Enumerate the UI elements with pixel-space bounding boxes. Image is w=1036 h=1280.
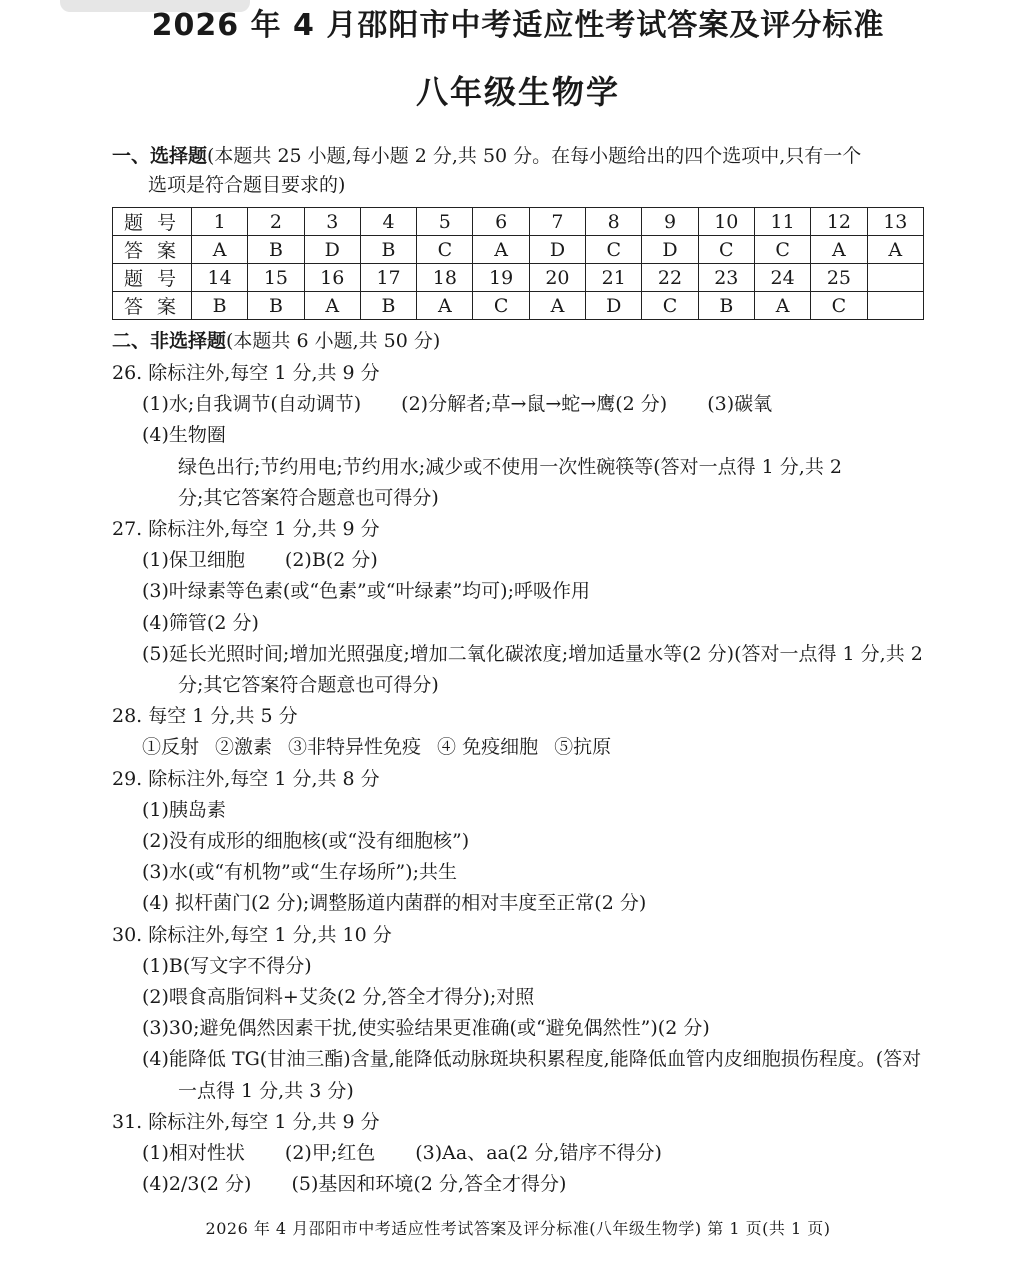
page-footer: 2026 年 4 月邵阳市中考适应性考试答案及评分标准(八年级生物学) 第 1 页(共 1 页) <box>205 1219 831 1238</box>
table-cell: D <box>642 236 698 264</box>
question-29-line-1: (1)胰岛素 <box>142 798 226 821</box>
table-cell <box>867 292 923 320</box>
row-label-number: 题 号 <box>113 208 192 236</box>
table-cell: A <box>417 292 473 320</box>
question-26-line-1 <box>112 389 932 420</box>
table-cell: 12 <box>811 208 867 236</box>
table-cell: 9 <box>642 208 698 236</box>
table-cell: A <box>811 236 867 264</box>
question-27-line-2: (3)叶绿素等色素(或“色素”或“叶绿素”均可);呼吸作用 <box>142 580 590 603</box>
table-cell: A <box>529 292 585 320</box>
answer-text: (3)Aa、aa(2 分,错序不得分) <box>415 1142 662 1165</box>
table-cell: D <box>586 292 642 320</box>
table-cell: 13 <box>867 208 923 236</box>
table-cell: 3 <box>304 208 360 236</box>
table-cell: 10 <box>698 208 754 236</box>
table-cell: 17 <box>360 264 416 292</box>
section-one-label: 一、选择题 <box>112 145 208 167</box>
question-26-line-4: 分;其它答案符合题意也可得分) <box>178 486 439 509</box>
question-28-line-1 <box>112 732 932 763</box>
table-cell: C <box>586 236 642 264</box>
page-title: 2026 年 4 月邵阳市中考适应性考试答案及评分标准 <box>151 8 885 43</box>
table-cell: 20 <box>529 264 585 292</box>
answer-text: (1)相对性状 <box>142 1142 245 1165</box>
table-cell: D <box>529 236 585 264</box>
question-30-line-3: (3)30;避免偶然因素干扰,使实验结果更准确(或“避免偶然性”)(2 分) <box>142 1017 710 1040</box>
table-cell: 7 <box>529 208 585 236</box>
table-cell: 4 <box>360 208 416 236</box>
question-30-line-1: (1)B(写文字不得分) <box>142 954 312 977</box>
table-cell: A <box>867 236 923 264</box>
question-29-line-2: (2)没有成形的细胞核(或“没有细胞核”) <box>142 830 470 853</box>
answer-text: (2)甲;红色 <box>284 1142 376 1165</box>
table-cell: A <box>754 292 810 320</box>
table-cell: 2 <box>248 208 304 236</box>
question-31-line-1 <box>112 1138 932 1169</box>
question-30-line-2: (2)喂食高脂饲料+艾灸(2 分,答全才得分);对照 <box>142 986 535 1009</box>
answer-text: ②激素 <box>215 736 273 759</box>
question-27-header: 27. 除标注外,每空 1 分,共 9 分 <box>112 518 380 541</box>
question-29-line-4: (4) 拟杆菌门(2 分);调整肠道内菌群的相对丰度至正常(2 分) <box>142 892 647 915</box>
answer-text: (5)基因和环境(2 分,答全才得分) <box>291 1173 567 1196</box>
question-29-line-3: (3)水(或“有机物”或“生存场所”);共生 <box>142 861 457 884</box>
table-cell: D <box>304 236 360 264</box>
answer-text: (1)保卫细胞 <box>142 549 245 572</box>
answer-text: (1)水;自我调节(自动调节) <box>142 393 362 416</box>
table-cell: C <box>754 236 810 264</box>
section-one-description-line2: 选项是符合题目要求的) <box>148 174 346 196</box>
question-29-header: 29. 除标注外,每空 1 分,共 8 分 <box>112 767 380 790</box>
question-30-header: 30. 除标注外,每空 1 分,共 10 分 <box>112 923 392 946</box>
table-row-numbers-1 <box>113 208 924 236</box>
section-two-description: (本题共 6 小题,共 50 分) <box>226 330 441 352</box>
table-cell: B <box>248 292 304 320</box>
answer-text: (3)碳氧 <box>707 393 773 416</box>
table-cell: C <box>473 292 529 320</box>
table-cell: B <box>192 292 248 320</box>
table-cell: B <box>248 236 304 264</box>
question-26-line-3: 绿色出行;节约用电;节约用水;减少或不使用一次性碗筷等(答对一点得 1 分,共 2 <box>178 455 842 478</box>
table-cell: 15 <box>248 264 304 292</box>
table-cell: A <box>192 236 248 264</box>
table-cell: 8 <box>586 208 642 236</box>
table-cell <box>867 264 923 292</box>
table-cell: 21 <box>586 264 642 292</box>
question-31-line-2 <box>112 1169 932 1200</box>
table-cell: 25 <box>811 264 867 292</box>
row-label-answer: 答 案 <box>113 236 192 264</box>
section-one-description: (本题共 25 小题,每小题 2 分,共 50 分。在每小题给出的四个选项中,只有一个 <box>207 145 862 167</box>
table-cell: 19 <box>473 264 529 292</box>
section-one-heading <box>112 142 932 200</box>
table-cell: 6 <box>473 208 529 236</box>
table-row-answers-2 <box>113 292 924 320</box>
table-cell: 5 <box>417 208 473 236</box>
row-label-number: 题 号 <box>113 264 192 292</box>
table-cell: 18 <box>417 264 473 292</box>
table-cell: 16 <box>304 264 360 292</box>
table-cell: 24 <box>754 264 810 292</box>
question-27-line-4: (5)延长光照时间;增加光照强度;增加二氧化碳浓度;增加适量水等(2 分)(答对一点得 1 分,共 2 分;其它答案符合题意也可得分) <box>142 642 923 697</box>
answer-text: ④ 免疫细胞 <box>437 736 539 759</box>
table-cell: B <box>360 292 416 320</box>
table-row-answers-1 <box>113 236 924 264</box>
question-26-line-2: (4)生物圈 <box>142 424 226 447</box>
answers-body <box>112 358 932 1200</box>
table-cell: B <box>698 292 754 320</box>
answer-text: ⑤抗原 <box>554 736 612 759</box>
row-label-answer: 答 案 <box>113 292 192 320</box>
table-cell: C <box>642 292 698 320</box>
question-31-header: 31. 除标注外,每空 1 分,共 9 分 <box>112 1110 380 1133</box>
question-30-line-4: (4)能降低 TG(甘油三酯)含量,能降低动脉斑块积累程度,能降低血管内皮细胞损伤程度。(答对一点得 1 分,共 3 分) <box>142 1048 922 1102</box>
answer-table <box>112 207 924 320</box>
answer-text: ③非特异性免疫 <box>288 736 422 759</box>
table-cell: 14 <box>192 264 248 292</box>
subject-title: 八年级生物学 <box>415 73 620 111</box>
answer-text: (2)分解者;草→鼠→蛇→鹰(2 分) <box>401 393 668 416</box>
table-cell: 23 <box>698 264 754 292</box>
table-cell: B <box>360 236 416 264</box>
table-cell: 11 <box>754 208 810 236</box>
table-cell: 22 <box>642 264 698 292</box>
section-two-heading <box>112 327 932 356</box>
table-cell: 1 <box>192 208 248 236</box>
section-two-label: 二、非选择题 <box>112 330 227 352</box>
question-26-header: 26. 除标注外,每空 1 分,共 9 分 <box>112 362 380 384</box>
question-27-line-1 <box>112 545 932 576</box>
table-row-numbers-2 <box>113 264 924 292</box>
answer-text: (2)B(2 分) <box>284 549 378 572</box>
answer-text: (4)2/3(2 分) <box>142 1173 252 1196</box>
table-cell: A <box>304 292 360 320</box>
table-cell: C <box>698 236 754 264</box>
table-cell: A <box>473 236 529 264</box>
table-cell: C <box>417 236 473 264</box>
question-28-header: 28. 每空 1 分,共 5 分 <box>112 705 298 728</box>
question-27-line-3: (4)筛管(2 分) <box>142 611 259 634</box>
answer-text: ①反射 <box>142 736 200 759</box>
table-cell: C <box>811 292 867 320</box>
